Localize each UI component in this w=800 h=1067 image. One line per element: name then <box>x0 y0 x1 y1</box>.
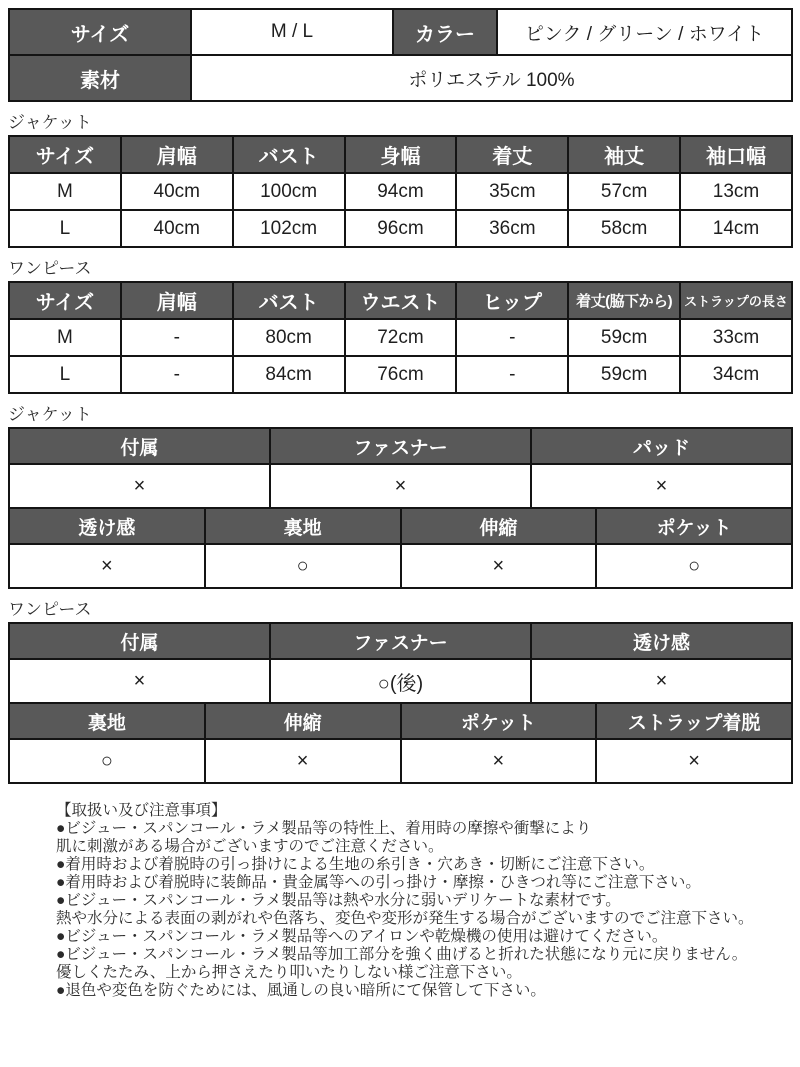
jacket-features-value-row-1 <box>9 464 792 508</box>
spec-row-size-color <box>9 9 792 55</box>
jacket-size-row-m <box>9 173 792 210</box>
onepiece-feature-header-cell: 伸縮 <box>205 703 401 739</box>
jacket-features-table-bottom <box>8 507 793 589</box>
jacket-size-value-cell: 100cm <box>233 173 345 210</box>
color-value-cell: ピンク / グリーン / ホワイト <box>497 9 792 55</box>
jacket-size-value-cell: 36cm <box>456 210 568 247</box>
jacket-feature-value-cell: ○ <box>205 544 401 588</box>
jacket-feature-value-cell: × <box>531 464 792 508</box>
onepiece-size-value-cell: 72cm <box>345 319 457 356</box>
onepiece-size-value-cell: M <box>9 319 121 356</box>
onepiece-feature-header-cell: ストラップ着脱 <box>596 703 792 739</box>
onepiece-size-value-cell: 33cm <box>680 319 792 356</box>
onepiece-size-value-cell: - <box>456 319 568 356</box>
section-label-onepiece-features: ワンピース <box>8 600 92 619</box>
jacket-size-value-cell: 102cm <box>233 210 345 247</box>
onepiece-size-row-l <box>9 356 792 393</box>
onepiece-feature-value-cell: ○ <box>9 739 205 783</box>
jacket-size-value-cell: 96cm <box>345 210 457 247</box>
onepiece-feature-value-cell: ○(後) <box>270 659 531 703</box>
section-label-jacket-features: ジャケット <box>8 405 92 424</box>
care-note-line: ●着用時および着脱時の引っ掛けによる生地の糸引き・穴あき・切断にご注意下さい。 <box>56 856 655 873</box>
onepiece-features-value-row-2 <box>9 739 792 783</box>
size-label-cell: サイズ <box>9 9 191 55</box>
onepiece-size-row-m <box>9 319 792 356</box>
jacket-size-value-cell: 40cm <box>121 210 233 247</box>
jacket-feature-value-cell: × <box>9 544 205 588</box>
onepiece-size-value-cell: L <box>9 356 121 393</box>
jacket-size-header-cell: バスト <box>233 136 345 173</box>
product-spec-table <box>8 8 793 102</box>
onepiece-size-header-cell: サイズ <box>9 282 121 319</box>
onepiece-feature-value-cell: × <box>9 659 270 703</box>
onepiece-feature-value-cell: × <box>596 739 792 783</box>
jacket-size-header-cell: 肩幅 <box>121 136 233 173</box>
onepiece-feature-header-cell: ポケット <box>401 703 597 739</box>
jacket-size-header-cell: サイズ <box>9 136 121 173</box>
section-label-onepiece-size: ワンピース <box>8 259 92 278</box>
jacket-size-value-cell: 94cm <box>345 173 457 210</box>
jacket-feature-header-cell: ファスナー <box>270 428 531 464</box>
jacket-feature-value-cell: × <box>401 544 597 588</box>
care-note-line: 優しくたたみ、上から押さえたり叩いたりしない様ご注意下さい。 <box>56 964 522 981</box>
jacket-size-value-cell: M <box>9 173 121 210</box>
jacket-size-header-cell: 身幅 <box>345 136 457 173</box>
onepiece-features-header-row-1 <box>9 623 792 659</box>
jacket-size-header-cell: 袖丈 <box>568 136 680 173</box>
size-value-cell: M / L <box>191 9 393 55</box>
onepiece-size-value-cell: 59cm <box>568 356 680 393</box>
onepiece-feature-value-cell: × <box>205 739 401 783</box>
onepiece-size-header-cell: 肩幅 <box>121 282 233 319</box>
onepiece-size-value-cell: 84cm <box>233 356 345 393</box>
jacket-feature-value-cell: ○ <box>596 544 792 588</box>
jacket-size-header-cell: 着丈 <box>456 136 568 173</box>
jacket-feature-header-cell: 伸縮 <box>401 508 597 544</box>
jacket-size-row-l <box>9 210 792 247</box>
onepiece-feature-header-cell: 付属 <box>9 623 270 659</box>
jacket-size-value-cell: 40cm <box>121 173 233 210</box>
jacket-features-table-top <box>8 427 793 509</box>
onepiece-feature-value-cell: × <box>531 659 792 703</box>
jacket-size-value-cell: 58cm <box>568 210 680 247</box>
jacket-features-value-row-2 <box>9 544 792 588</box>
onepiece-size-value-cell: 59cm <box>568 319 680 356</box>
onepiece-feature-header-cell: ファスナー <box>270 623 531 659</box>
jacket-feature-header-cell: パッド <box>531 428 792 464</box>
material-label-cell: 素材 <box>9 55 191 101</box>
jacket-feature-value-cell: × <box>270 464 531 508</box>
onepiece-size-value-cell: 34cm <box>680 356 792 393</box>
onepiece-size-header-cell: 着丈(脇下から) <box>568 282 680 319</box>
jacket-feature-header-cell: 裏地 <box>205 508 401 544</box>
care-note-line: ●退色や変色を防ぐためには、風通しの良い暗所にて保管して下さい。 <box>56 982 546 999</box>
jacket-size-value-cell: 57cm <box>568 173 680 210</box>
jacket-size-value-cell: 13cm <box>680 173 792 210</box>
onepiece-size-header-cell: ウエスト <box>345 282 457 319</box>
care-notes <box>8 802 793 1000</box>
jacket-features-header-row-1 <box>9 428 792 464</box>
jacket-features-header-row-2 <box>9 508 792 544</box>
onepiece-size-value-cell: - <box>121 356 233 393</box>
material-value-cell: ポリエステル 100% <box>191 55 792 101</box>
care-note-line: 熱や水分による表面の剥がれや色落ち、変色や変形が発生する場合がございますのでご注意下さい。 <box>56 910 754 927</box>
jacket-size-table <box>8 135 793 248</box>
jacket-size-value-cell: 14cm <box>680 210 792 247</box>
jacket-size-value-cell: 35cm <box>456 173 568 210</box>
section-label-jacket-size: ジャケット <box>8 113 92 132</box>
onepiece-feature-value-cell: × <box>401 739 597 783</box>
care-note-line: ●着用時および着脱時に装飾品・貴金属等への引っ掛け・摩擦・ひきつれ等にご注意下さい。 <box>56 874 701 891</box>
jacket-feature-value-cell: × <box>9 464 270 508</box>
care-note-line: ●ビジュー・スパンコール・ラメ製品等の特性上、着用時の摩擦や衝撃により <box>56 820 592 837</box>
care-note-line: ●ビジュー・スパンコール・ラメ製品等は熱や水分に弱いデリケートな素材です。 <box>56 892 621 909</box>
onepiece-features-table-bottom <box>8 702 793 784</box>
care-notes-title: 【取扱い及び注意事項】 <box>56 802 227 819</box>
jacket-feature-header-cell: ポケット <box>596 508 792 544</box>
onepiece-features-table-top <box>8 622 793 704</box>
spec-row-material <box>9 55 792 101</box>
care-note-line: 肌に刺激がある場合がございますのでご注意ください。 <box>56 838 444 855</box>
onepiece-size-value-cell: - <box>121 319 233 356</box>
onepiece-size-value-cell: 76cm <box>345 356 457 393</box>
jacket-size-header-cell: 袖口幅 <box>680 136 792 173</box>
onepiece-feature-header-cell: 透け感 <box>531 623 792 659</box>
onepiece-features-value-row-1 <box>9 659 792 703</box>
onepiece-feature-header-cell: 裏地 <box>9 703 205 739</box>
color-label-cell: カラー <box>393 9 497 55</box>
jacket-size-value-cell: L <box>9 210 121 247</box>
jacket-feature-header-cell: 透け感 <box>9 508 205 544</box>
onepiece-features-header-row-2 <box>9 703 792 739</box>
onepiece-size-table <box>8 281 793 394</box>
care-note-line: ●ビジュー・スパンコール・ラメ製品等加工部分を強く曲げると折れた状態になり元に戻りません。 <box>56 946 748 963</box>
jacket-size-header-row <box>9 136 792 173</box>
onepiece-size-header-cell: バスト <box>233 282 345 319</box>
onepiece-size-value-cell: 80cm <box>233 319 345 356</box>
care-note-line: ●ビジュー・スパンコール・ラメ製品等へのアイロンや乾燥機の使用は避けてください。 <box>56 928 668 945</box>
jacket-feature-header-cell: 付属 <box>9 428 270 464</box>
onepiece-size-header-row <box>9 282 792 319</box>
onepiece-size-value-cell: - <box>456 356 568 393</box>
onepiece-size-header-cell: ヒップ <box>456 282 568 319</box>
onepiece-size-header-cell: ストラップの長さ <box>680 282 792 319</box>
